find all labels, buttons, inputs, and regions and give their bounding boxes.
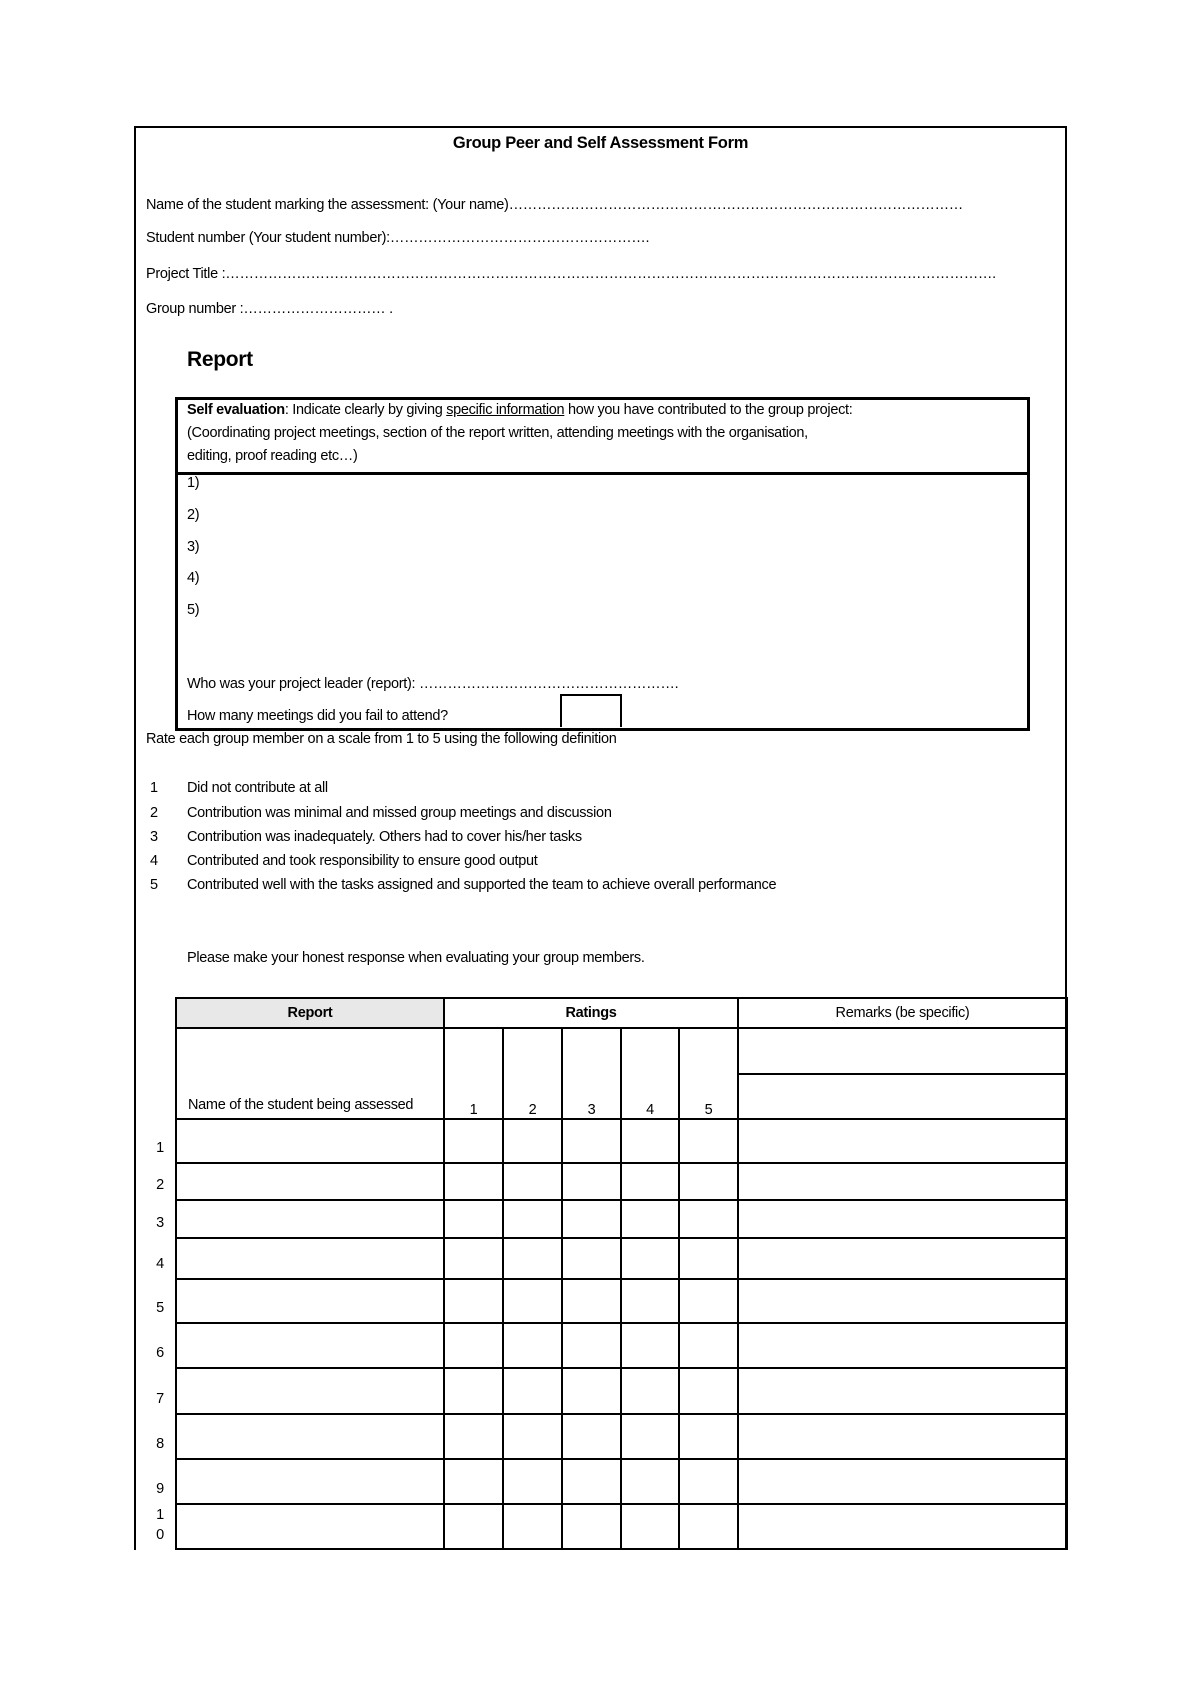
rating-cell[interactable] [503,1504,562,1549]
rating-cell[interactable] [503,1279,562,1323]
rating-cell[interactable] [444,1119,503,1163]
rating-cell[interactable] [562,1323,621,1368]
contribution-item[interactable]: 3) [187,539,200,555]
project-title-field[interactable]: Project Title :………………………………………………………………………………………………………………………………………………. [146,266,996,282]
rating-header: 4 [621,1028,679,1119]
scale-text: Did not contribute at all [187,780,328,796]
rating-cell[interactable] [444,1414,503,1459]
rating-cell[interactable] [444,1368,503,1414]
rating-cell[interactable] [562,1200,621,1238]
rating-cell[interactable] [503,1200,562,1238]
scale-number: 1 [150,780,158,796]
group-number-field[interactable]: Group number :………………………… . [146,301,393,317]
row-number: 1 [156,1140,164,1156]
rating-cell[interactable] [444,1504,503,1549]
contribution-item[interactable]: 1) [187,475,200,491]
rating-cell[interactable] [444,1279,503,1323]
rating-cell[interactable] [444,1238,503,1279]
rating-cell[interactable] [621,1323,679,1368]
remarks-cell[interactable] [738,1074,1067,1119]
section-heading: Report [187,348,253,371]
rating-cell[interactable] [621,1238,679,1279]
rating-cell[interactable] [503,1323,562,1368]
rating-cell[interactable] [444,1459,503,1504]
table-row [176,1200,1067,1238]
form-title: Group Peer and Self Assessment Form [452,134,749,152]
rating-cell[interactable] [444,1200,503,1238]
rating-header: 5 [679,1028,738,1119]
row-number: 6 [156,1345,164,1361]
scale-number: 3 [150,829,158,845]
rating-cell[interactable] [621,1368,679,1414]
table-row [176,1238,1067,1279]
rating-cell[interactable] [621,1163,679,1200]
rating-cell[interactable] [503,1238,562,1279]
scale-number: 2 [150,805,158,821]
rating-cell[interactable] [621,1119,679,1163]
row-number: 9 [156,1481,164,1497]
scale-text: Contribution was inadequately. Others had to cover his/her tasks [187,829,582,845]
table-row [176,1459,1067,1504]
rating-cell[interactable] [679,1238,738,1279]
rating-cell[interactable] [562,1238,621,1279]
remarks-cell[interactable] [738,1238,1067,1279]
table-row [176,1368,1067,1414]
table-row [176,1163,1067,1200]
remarks-column-header: Remarks (be specific) [738,998,1067,1028]
rating-cell[interactable] [679,1504,738,1549]
student-name-cell[interactable] [176,1163,444,1200]
contribution-item[interactable]: 2) [187,507,200,523]
remarks-cell[interactable] [738,1368,1067,1414]
row-number: 4 [156,1256,164,1272]
remarks-cell[interactable] [738,1504,1067,1549]
ratings-column-header: Ratings [444,998,738,1028]
remarks-cell[interactable] [738,1414,1067,1459]
self-evaluation-prompt [187,402,853,418]
project-leader-field[interactable]: Who was your project leader (report): ………………………………………………. [187,676,679,692]
student-name-cell[interactable] [176,1200,444,1238]
rating-cell[interactable] [679,1163,738,1200]
scale-text: Contributed well with the tasks assigned and supported the team to achieve overall performance [187,877,777,893]
student-name-cell[interactable] [176,1504,444,1549]
rating-cell[interactable] [679,1119,738,1163]
student-name-cell[interactable] [176,1238,444,1279]
prompt-text: : Indicate clearly by giving [284,402,447,418]
honest-note: Please make your honest response when evaluating your group members. [187,950,645,966]
rating-cell[interactable] [562,1368,621,1414]
peer-rating-table [175,997,1068,1550]
row-number: 2 [156,1177,164,1193]
student-name-cell[interactable] [176,1323,444,1368]
remarks-cell[interactable] [738,1279,1067,1323]
missed-meetings-input[interactable] [560,694,622,727]
rating-cell[interactable] [679,1200,738,1238]
table-row [176,1414,1067,1459]
student-name-cell[interactable] [176,1368,444,1414]
rating-cell[interactable] [562,1504,621,1549]
remarks-cell[interactable] [738,1323,1067,1368]
table-row [176,1119,1067,1163]
table-row [176,1279,1067,1323]
rating-cell[interactable] [503,1459,562,1504]
prompt-text: how you have contributed to the group project: [564,402,853,418]
student-number-field[interactable]: Student number (Your student number):………………………………………………. [146,230,650,246]
rating-header: 1 [444,1028,503,1119]
rating-cell[interactable] [621,1200,679,1238]
rating-cell[interactable] [503,1414,562,1459]
rating-cell[interactable] [562,1163,621,1200]
rating-cell[interactable] [679,1459,738,1504]
divider [178,472,1027,475]
remarks-cell[interactable] [738,1028,1067,1074]
self-evaluation-label: Self evaluation [187,402,285,418]
remarks-cell[interactable] [738,1163,1067,1200]
rating-cell[interactable] [621,1459,679,1504]
rating-cell[interactable] [621,1504,679,1549]
rating-cell[interactable] [679,1368,738,1414]
marker-name-field[interactable]: Name of the student marking the assessment: (Your name)…………………………………………………………………………………… [146,197,963,213]
scale-text: Contributed and took responsibility to ensure good output [187,853,538,869]
scale-text: Contribution was minimal and missed group meetings and discussion [187,805,612,821]
contribution-item[interactable]: 5) [187,602,200,618]
rating-cell[interactable] [562,1414,621,1459]
scale-number: 5 [150,877,158,893]
student-name-cell[interactable] [176,1414,444,1459]
rating-cell[interactable] [503,1119,562,1163]
name-column-header: Name of the student being assessed [176,1028,444,1119]
rating-header: 2 [503,1028,562,1119]
rating-cell[interactable] [621,1279,679,1323]
rating-cell[interactable] [679,1279,738,1323]
row-number: 5 [156,1300,164,1316]
student-name-cell[interactable] [176,1459,444,1504]
rating-cell[interactable] [503,1163,562,1200]
rating-cell[interactable] [562,1459,621,1504]
row-number: 8 [156,1436,164,1452]
self-evaluation-examples: (Coordinating project meetings, section of the report written, attending meetings with the organisation, [187,425,808,441]
rating-header: 3 [562,1028,621,1119]
rating-cell[interactable] [444,1323,503,1368]
contribution-item[interactable]: 4) [187,570,200,586]
rating-cell[interactable] [679,1323,738,1368]
remarks-cell[interactable] [738,1459,1067,1504]
rating-cell[interactable] [503,1368,562,1414]
rating-cell[interactable] [562,1279,621,1323]
report-column-header: Report [176,998,444,1028]
row-number: 3 [156,1215,164,1231]
missed-meetings-label: How many meetings did you fail to attend? [187,708,448,724]
remarks-cell[interactable] [738,1200,1067,1238]
scale-intro: Rate each group member on a scale from 1 to 5 using the following definition [146,731,617,747]
student-name-cell[interactable] [176,1279,444,1323]
remarks-cell[interactable] [738,1119,1067,1163]
table-row [176,1323,1067,1368]
rating-cell[interactable] [679,1414,738,1459]
row-number: 7 [156,1391,164,1407]
prompt-emphasis: specific information [446,402,565,418]
rating-cell[interactable] [621,1414,679,1459]
student-name-cell[interactable] [176,1119,444,1163]
table-row [176,1504,1067,1549]
row-number: 1 0 [156,1507,164,1543]
rating-cell[interactable] [444,1163,503,1200]
self-evaluation-examples: editing, proof reading etc…) [187,448,358,464]
rating-cell[interactable] [562,1119,621,1163]
scale-number: 4 [150,853,158,869]
